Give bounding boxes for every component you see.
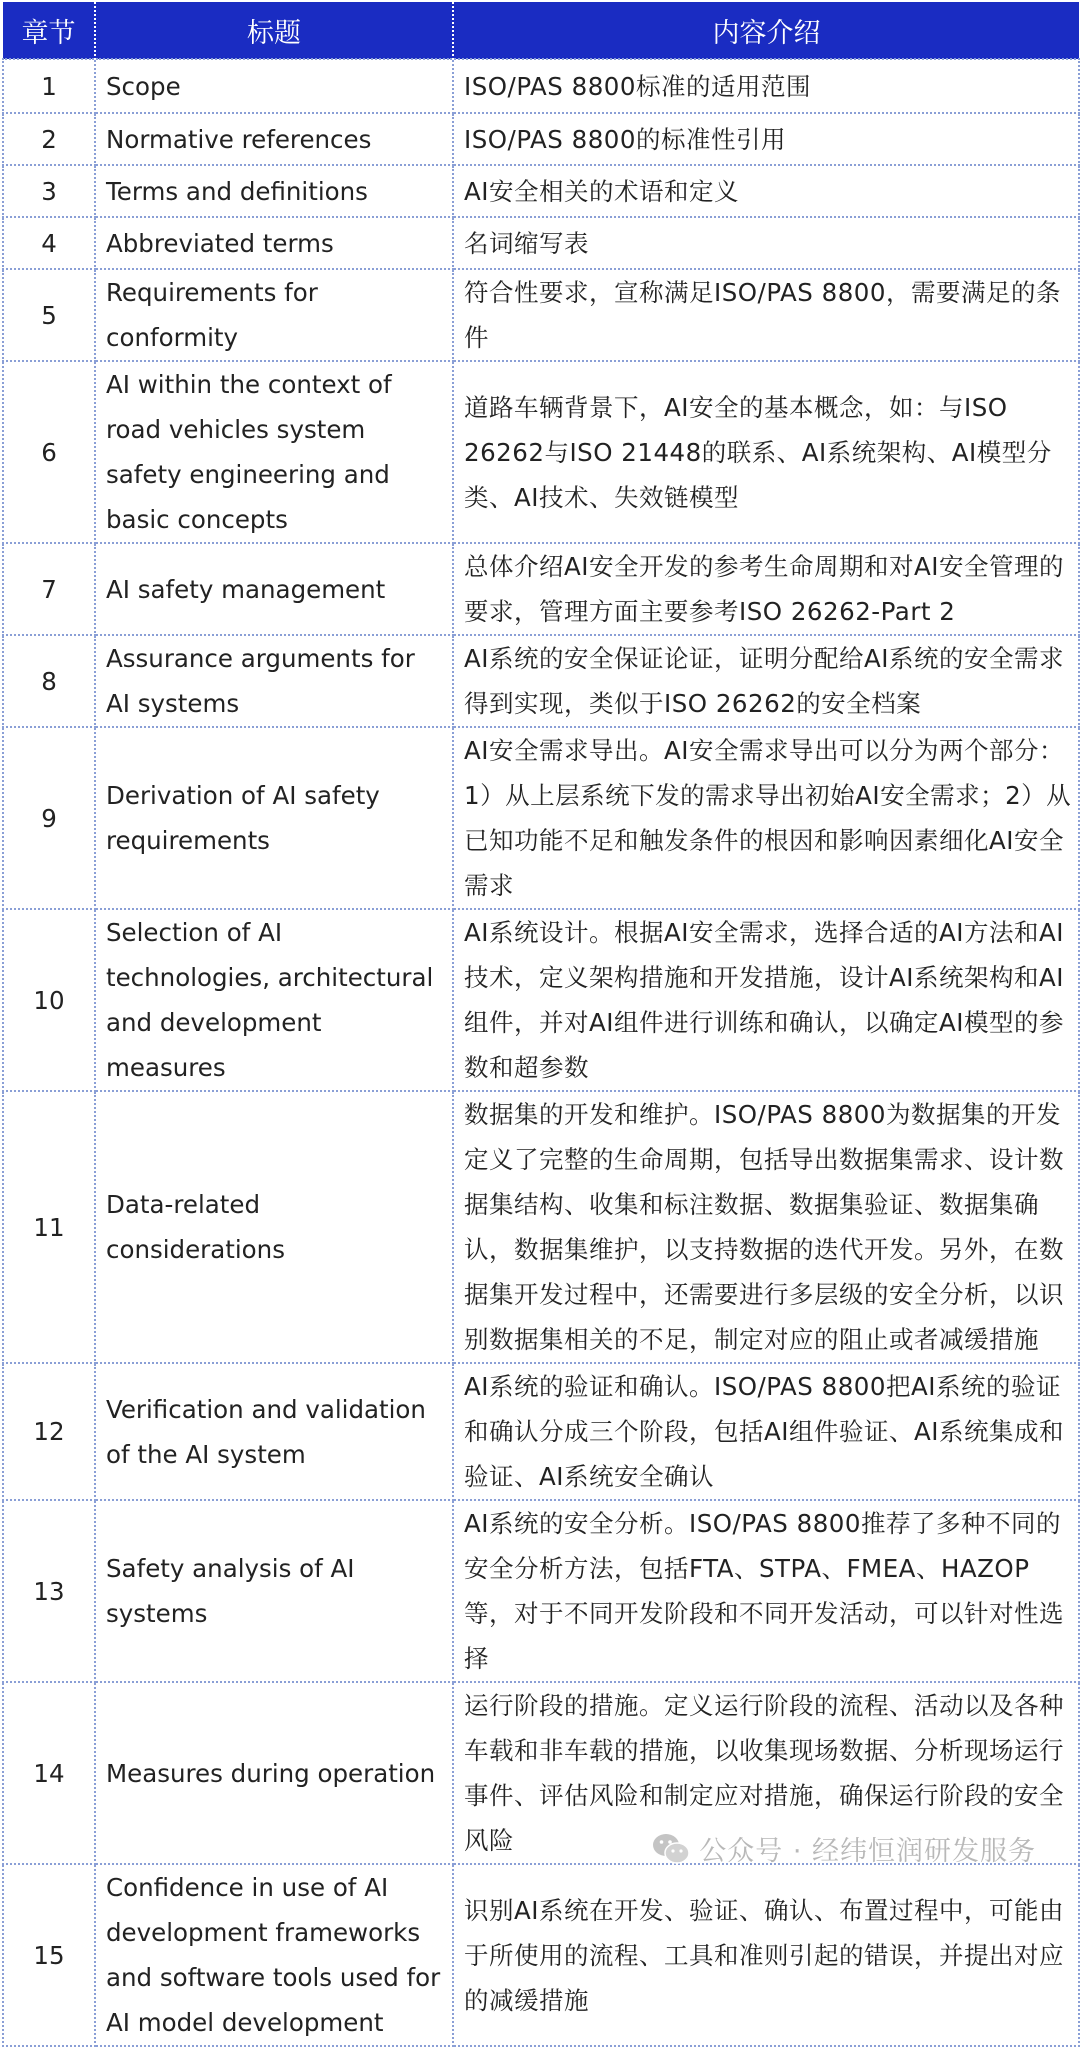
watermark	[651, 1829, 1036, 1868]
chapter-number: 12	[3, 1363, 95, 1500]
table-header-row	[3, 2, 1079, 59]
table-row	[3, 1864, 1079, 2046]
watermark-text: 公众号 · 经纬恒润研发服务	[699, 1836, 1036, 1867]
chapter-title: Measures during operation	[95, 1682, 453, 1864]
chapter-number: 2	[3, 113, 95, 165]
chapter-description: 名词缩写表	[453, 217, 1079, 269]
chapter-title: Normative references	[95, 113, 453, 165]
chapter-description: 运行阶段的措施。定义运行阶段的流程、活动以及各种车载和非车载的措施，以收集现场数据、分析现场运行事件、评估风险和制定应对措施，确保运行阶段的安全风险	[453, 1682, 1079, 1864]
chapter-number: 10	[3, 909, 95, 1091]
chapter-title: Data-related considerations	[95, 1091, 453, 1363]
chapter-title: Scope	[95, 59, 453, 113]
table-row	[3, 635, 1079, 727]
chapter-title: Assurance arguments for AI systems	[95, 635, 453, 727]
chapter-number: 1	[3, 59, 95, 113]
chapter-number: 13	[3, 1500, 95, 1682]
chapter-number: 15	[3, 1864, 95, 2046]
chapter-description: AI系统设计。根据AI安全需求，选择合适的AI方法和AI技术，定义架构措施和开发措施，设计AI系统架构和AI组件，并对AI组件进行训练和确认，以确定AI模型的参数和超参数	[453, 909, 1079, 1091]
chapter-title: Verification and validation of the AI system	[95, 1363, 453, 1500]
chapter-title: AI safety management	[95, 543, 453, 635]
chapter-number: 9	[3, 727, 95, 909]
header-description: 内容介绍	[453, 2, 1079, 59]
wechat-icon	[651, 1832, 691, 1866]
chapter-description: AI安全需求导出。AI安全需求导出可以分为两个部分：1）从上层系统下发的需求导出初始AI安全需求；2）从已知功能不足和触发条件的根因和影响因素细化AI安全需求	[453, 727, 1079, 909]
chapter-title: Safety analysis of AI systems	[95, 1500, 453, 1682]
chapter-title: Requirements for conformity	[95, 269, 453, 361]
chapter-number: 7	[3, 543, 95, 635]
chapter-description: 识别AI系统在开发、验证、确认、布置过程中，可能由于所使用的流程、工具和准则引起的错误，并提出对应的减缓措施	[453, 1864, 1079, 2046]
table-row	[3, 165, 1079, 217]
chapter-number: 6	[3, 361, 95, 543]
table-row	[3, 113, 1079, 165]
table-row	[3, 1091, 1079, 1363]
chapter-title: Abbreviated terms	[95, 217, 453, 269]
table-row	[3, 59, 1079, 113]
chapter-number: 11	[3, 1091, 95, 1363]
chapter-number: 14	[3, 1682, 95, 1864]
chapter-title: Terms and definitions	[95, 165, 453, 217]
chapter-description: 符合性要求，宣称满足ISO/PAS 8800，需要满足的条件	[453, 269, 1079, 361]
chapter-description: ISO/PAS 8800标准的适用范围	[453, 59, 1079, 113]
chapter-description: AI系统的安全保证论证，证明分配给AI系统的安全需求得到实现，类似于ISO 26262的安全档案	[453, 635, 1079, 727]
chapter-number: 5	[3, 269, 95, 361]
table-row	[3, 727, 1079, 909]
chapter-title: Derivation of AI safety requirements	[95, 727, 453, 909]
table-row	[3, 361, 1079, 543]
chapter-description: 道路车辆背景下，AI安全的基本概念，如：与ISO 26262与ISO 21448的联系、AI系统架构、AI模型分类、AI技术、失效链模型	[453, 361, 1079, 543]
chapter-description: ISO/PAS 8800的标准性引用	[453, 113, 1079, 165]
chapter-table	[2, 2, 1080, 2047]
table-row	[3, 543, 1079, 635]
chapter-description: 数据集的开发和维护。ISO/PAS 8800为数据集的开发定义了完整的生命周期，包括导出数据集需求、设计数据集结构、收集和标注数据、数据集验证、数据集确认，数据集维护，以支持数据的迭代开发。另外，在数据集开发过程中，还需要进行多层级的安全分析，以识别数据集相关的不足，制定对应的阻止或者减缓措施	[453, 1091, 1079, 1363]
chapter-number: 8	[3, 635, 95, 727]
table-row	[3, 1500, 1079, 1682]
header-chapter: 章节	[3, 2, 95, 59]
chapter-number: 4	[3, 217, 95, 269]
table-row	[3, 1363, 1079, 1500]
table-row	[3, 217, 1079, 269]
table-row	[3, 909, 1079, 1091]
chapter-number: 3	[3, 165, 95, 217]
header-title: 标题	[95, 2, 453, 59]
chapter-description: 总体介绍AI安全开发的参考生命周期和对AI安全管理的要求，管理方面主要参考ISO 26262-Part 2	[453, 543, 1079, 635]
chapter-description: AI系统的安全分析。ISO/PAS 8800推荐了多种不同的安全分析方法，包括FTA、STPA、FMEA、HAZOP等，对于不同开发阶段和不同开发活动，可以针对性选择	[453, 1500, 1079, 1682]
chapter-title: Confidence in use of AI development frameworks and software tools used for AI model development	[95, 1864, 453, 2046]
chapter-title: AI within the context of road vehicles system safety engineering and basic concepts	[95, 361, 453, 543]
chapter-title: Selection of AI technologies, architectural and development measures	[95, 909, 453, 1091]
chapter-description: AI安全相关的术语和定义	[453, 165, 1079, 217]
table-row	[3, 269, 1079, 361]
chapter-description: AI系统的验证和确认。ISO/PAS 8800把AI系统的验证和确认分成三个阶段，包括AI组件验证、AI系统集成和验证、AI系统安全确认	[453, 1363, 1079, 1500]
